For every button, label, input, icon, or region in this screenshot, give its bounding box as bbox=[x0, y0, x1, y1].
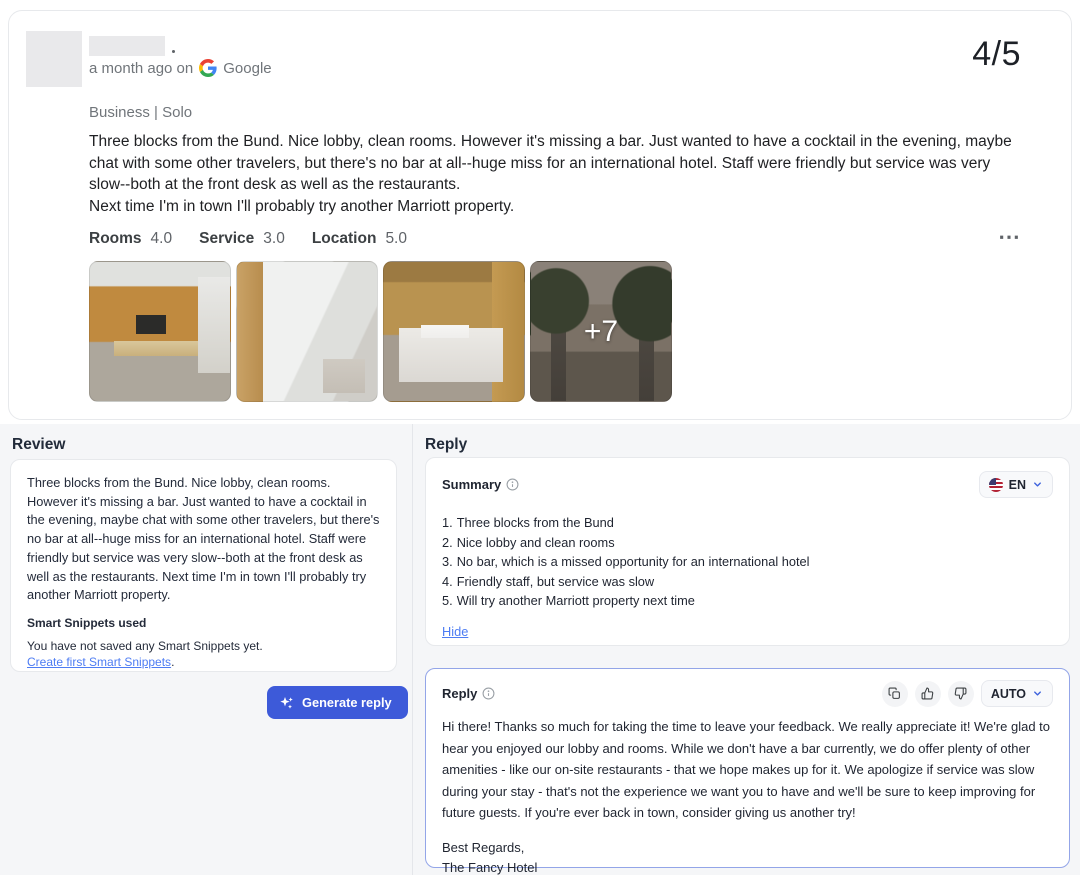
copy-reply-button[interactable] bbox=[882, 681, 908, 707]
reply-panel-heading: Reply bbox=[425, 436, 468, 453]
reply-header bbox=[442, 680, 1053, 707]
overall-rating: 4/5 bbox=[972, 35, 1021, 73]
summary-list bbox=[442, 513, 1053, 611]
summary-item-text: No bar, which is a missed opportunity for an international hotel bbox=[456, 554, 810, 569]
summary-item bbox=[442, 513, 1053, 533]
review-photos bbox=[89, 261, 672, 402]
rating-category-label: Service bbox=[199, 230, 255, 247]
generate-reply-label: Generate reply bbox=[302, 695, 392, 710]
summary-item bbox=[442, 572, 1053, 592]
reply-label: Reply bbox=[442, 686, 478, 701]
more-photos-count: +7 bbox=[583, 314, 619, 348]
rating-category-label: Location bbox=[311, 230, 377, 247]
review-meta bbox=[89, 59, 272, 77]
reply-mode-selector[interactable] bbox=[981, 680, 1053, 707]
summary-label: Summary bbox=[442, 477, 502, 492]
summary-item-number: 3. bbox=[442, 554, 453, 569]
review-card bbox=[8, 10, 1072, 420]
thumbs-up-button[interactable] bbox=[915, 681, 941, 707]
reply-card bbox=[425, 668, 1070, 875]
summary-card bbox=[425, 457, 1070, 646]
hide-summary-link[interactable]: Hide bbox=[442, 623, 469, 639]
review-panel-heading: Review bbox=[12, 436, 66, 453]
name-separator-dot bbox=[172, 50, 175, 53]
reply-actions bbox=[882, 680, 1053, 707]
review-text bbox=[89, 131, 1021, 217]
rating-category-value: 4.0 bbox=[150, 230, 173, 247]
summary-header bbox=[442, 471, 1053, 498]
google-icon bbox=[199, 59, 217, 77]
copy-icon bbox=[888, 687, 901, 700]
summary-item-number: 1. bbox=[442, 515, 453, 530]
thumbs-down-icon bbox=[954, 687, 967, 700]
signoff-line: Best Regards, bbox=[442, 839, 525, 855]
thumbs-down-button[interactable] bbox=[948, 681, 974, 707]
summary-item-text: Three blocks from the Bund bbox=[456, 515, 614, 530]
summary-item bbox=[442, 591, 1053, 611]
smart-snippets-empty-text: You have not saved any Smart Snippets yet. bbox=[27, 638, 263, 653]
language-code: EN bbox=[1008, 477, 1026, 492]
link-suffix: . bbox=[171, 654, 175, 669]
rating-category-label: Rooms bbox=[89, 230, 142, 247]
summary-item-text: Will try another Marriott property next time bbox=[456, 593, 695, 608]
trip-type-label: Business | Solo bbox=[89, 104, 193, 121]
workspace bbox=[0, 424, 1080, 875]
review-text-closing: Next time I'm in town I'll probably try another Marriott property. bbox=[89, 197, 515, 215]
chevron-down-icon bbox=[1032, 479, 1043, 490]
language-selector[interactable] bbox=[979, 471, 1053, 498]
summary-item-number: 4. bbox=[442, 573, 453, 589]
sparkles-icon bbox=[279, 695, 295, 711]
us-flag-icon bbox=[989, 478, 1003, 492]
reply-mode-value: AUTO bbox=[990, 686, 1026, 701]
info-icon bbox=[482, 687, 495, 700]
chevron-down-icon bbox=[1032, 688, 1043, 699]
generate-reply-button[interactable] bbox=[267, 686, 408, 719]
signature-line: The Fancy Hotel bbox=[442, 859, 538, 875]
review-date: a month ago on bbox=[89, 59, 194, 77]
create-smart-snippets-link[interactable]: Create first Smart Snippets bbox=[27, 654, 172, 669]
summary-item bbox=[442, 552, 1053, 572]
review-source-text: Three blocks from the Bund. Nice lobby, clean rooms. However it's missing a bar. Just wanted to have a cocktail in the evening, maybe chat with some other travelers, but there's no bar at all--huge miss for an international hotel. Staff were friendly but service was very slow--both at the front desk as well as the restaurants. Next time I'm in town I'll probably try another Marriott property. bbox=[27, 475, 380, 603]
review-photo-thumbnail-more[interactable] bbox=[530, 261, 672, 402]
thumbs-up-icon bbox=[921, 687, 934, 700]
reply-body-text[interactable]: Hi there! Thanks so much for taking the time to leave your feedback. We really appreciate it! We're glad to hear you enjoyed our lobby and rooms. While we don't have a bar currently, we do offer plenty of other amenities - like our on-site restaurants - that we hope makes up for it. We apologize if service was slow during your stay - that's not the experience we want you to have and we'll be sure to keep improving for future guests. If you're ever back in town, consider giving us another try! bbox=[442, 719, 1051, 820]
smart-snippets-link-row bbox=[27, 655, 380, 669]
summary-item-text: Nice lobby and clean rooms bbox=[456, 534, 615, 550]
summary-item-text: Friendly staff, but service was slow bbox=[456, 573, 655, 589]
column-divider bbox=[412, 424, 413, 875]
rating-category-value: 5.0 bbox=[385, 230, 407, 247]
more-options-icon[interactable]: ⋯ bbox=[998, 224, 1021, 249]
reply-signoff[interactable] bbox=[442, 838, 1053, 875]
reviewer-name-redacted bbox=[89, 36, 165, 56]
rating-category-value: 3.0 bbox=[263, 230, 285, 247]
review-source-box bbox=[10, 459, 397, 672]
avatar bbox=[26, 31, 82, 87]
summary-item-number: 2. bbox=[442, 534, 453, 550]
category-ratings bbox=[89, 230, 434, 248]
summary-item-number: 5. bbox=[442, 593, 453, 608]
review-photo-thumbnail[interactable] bbox=[236, 261, 378, 402]
smart-snippets-heading: Smart Snippets used bbox=[27, 615, 147, 630]
review-photo-thumbnail[interactable] bbox=[89, 261, 231, 402]
info-icon bbox=[506, 478, 519, 491]
review-text-paragraph: Three blocks from the Bund. Nice lobby, clean rooms. However it's missing a bar. Just wanted to have a cocktail in the evening, maybe chat with some other travelers, but there's no bar at all--huge miss for an international hotel. Staff were friendly but service was very slow--both at the front desk as well as the restaurants. bbox=[89, 133, 1012, 193]
summary-item bbox=[442, 533, 1053, 553]
review-source: Google bbox=[223, 59, 272, 77]
review-photo-thumbnail[interactable] bbox=[383, 261, 525, 402]
